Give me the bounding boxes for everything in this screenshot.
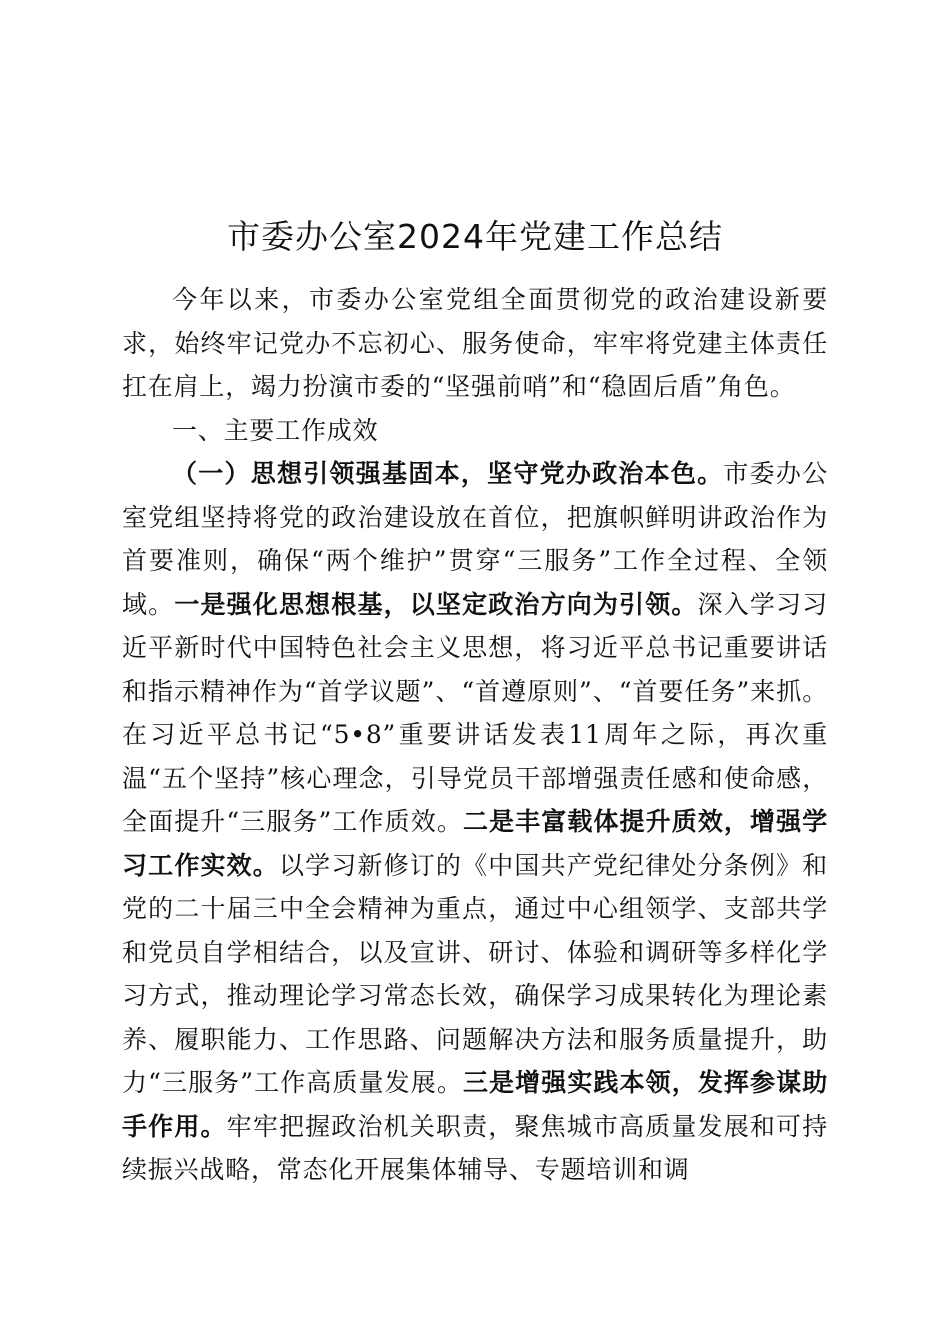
point-heading-2: 二是丰富载体提升质效，增强学习工作实效。 xyxy=(122,807,829,880)
subsection-paragraph-1 xyxy=(122,452,828,1192)
subsection-text-1: 市委办公室党组坚持将党的政治建设放在首位，把旗帜鲜明讲政治作为首要准则，确保“两个维护”贯穿“三服务”工作全过程、全领域。 xyxy=(122,459,828,619)
subsection-heading-1: （一）思想引领强基固本，坚守党办政治本色。 xyxy=(172,459,724,488)
document-body xyxy=(122,278,828,1192)
point-heading-3: 三是增强实践本领，发挥参谋助手作用。 xyxy=(122,1068,829,1141)
point-heading-1: 一是强化思想根基，以坚定政治方向为引领。 xyxy=(174,589,698,619)
section-heading-main-results: 一、主要工作成效 xyxy=(172,415,379,445)
point-text-2: 以学习新修订的《中国共产党纪律处分条例》和党的二十届三中全会精神为重点，通过中心组领学、支部共学和党员自学相结合，以及宣讲、研讨、体验和调研等多样化学习方式，推动理论学习常态长效，确保学习成果转化为理论素养、履职能力、工作思路、问题解决方法和服务质量提升，助力“三服务”工作高质量发展。 xyxy=(122,850,828,1097)
point-text-1: 深入学习习近平新时代中国特色社会主义思想，将习近平总书记重要讲话和指示精神作为“首学议题”、“首遵原则”、“首要任务”来抓。在习近平总书记“5•8”重要讲话发表11周年之际，再次重温“五个坚持”核心理念，引导党员干部增强责任感和使命感，全面提升“三服务”工作质效。 xyxy=(122,589,828,836)
point-text-3: 牢牢把握政治机关职责，聚焦城市高质量发展和可持续振兴战略，常态化开展集体辅导、专题培训和调 xyxy=(122,1111,829,1184)
intro-paragraph: 今年以来，市委办公室党组全面贯彻党的政治建设新要求，始终牢记党办不忘初心、服务使命，牢牢将党建主体责任扛在肩上，竭力扮演市委的“坚强前哨”和“稳固后盾”角色。 xyxy=(122,285,828,401)
document-title: 市委办公室2024年党建工作总结 xyxy=(227,217,723,256)
